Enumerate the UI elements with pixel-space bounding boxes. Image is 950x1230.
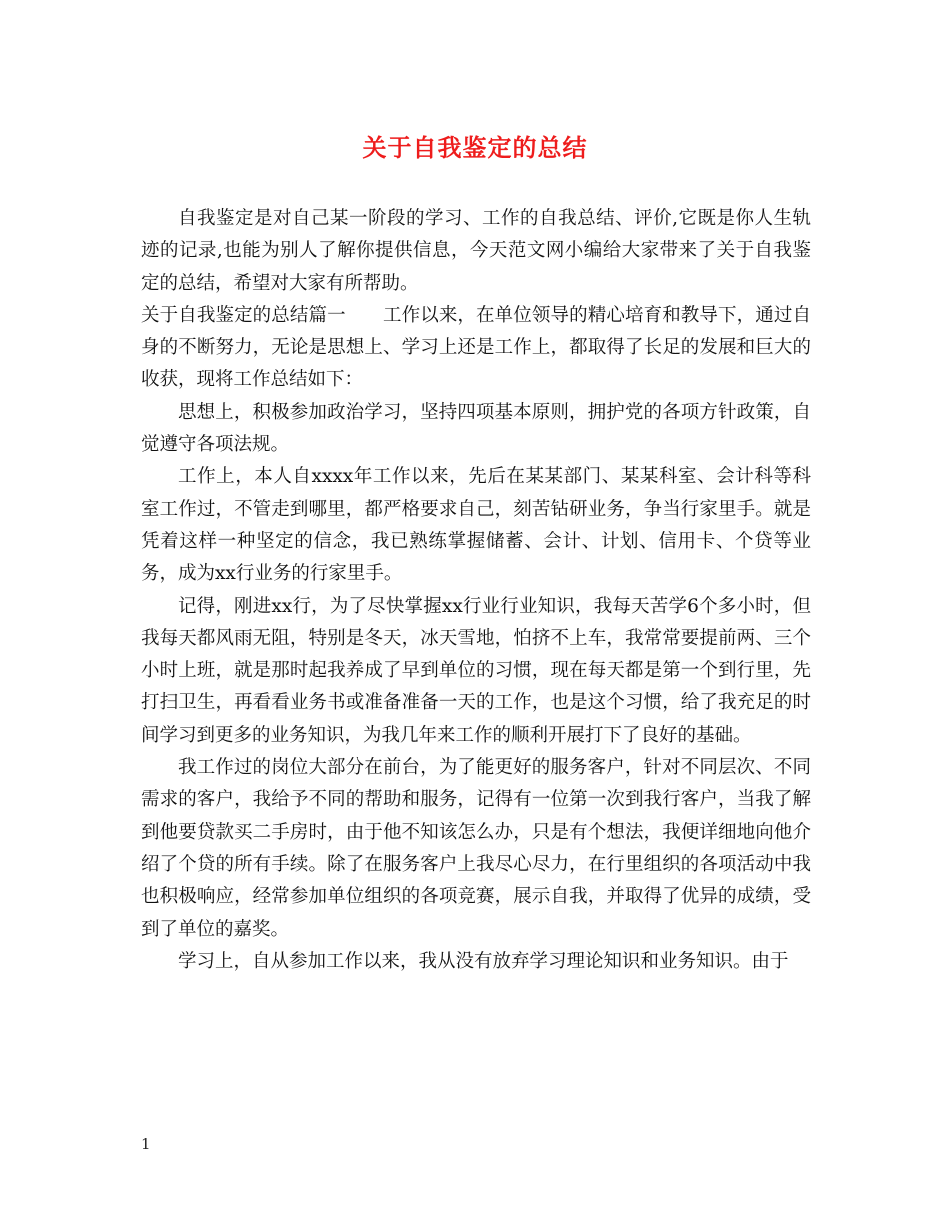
paragraph-service: 我工作过的岗位大部分在前台，为了能更好的服务客户，针对不同层次、不同需求的客户，我给予不同的帮助和服务，记得有一位第一次到我行客户，当我了解到他要贷款买二手房时，由于他不知该怎么办，只是有个想法，我便详细地向他介绍了个贷的所有手续。除了在服务客户上我尽心尽力，在行里组织的各项活动中我也积极响应，经常参加单位组织的各项竞赛，展示自我，并取得了优异的成绩，受到了单位的嘉奖。 xyxy=(141,757,811,940)
paragraph-thought: 思想上，积极参加政治学习，坚持四项基本原则，拥护党的各项方针政策，自觉遵守各项法规。 xyxy=(141,401,811,456)
paragraph-study: 学习上，自从参加工作以来，我从没有放弃学习理论知识和业务知识。由于 xyxy=(178,950,789,972)
paragraph-work: 工作上，本人自xxxx年工作以来，先后在某某部门、某某科室、会计科等科室工作过，不管走到哪里，都严格要求自己，刻苦钻研业务，争当行家里手。就是凭着这样一种坚定的信念，我已熟练掌握储蓄、会计、计划、信用卡、个贷等业务，成为xx行业务的行家里手。 xyxy=(141,466,811,585)
page-number: 1 xyxy=(141,1135,151,1153)
document-title: 关于自我鉴定的总结 xyxy=(362,134,588,162)
paragraph-memory: 记得，刚进xx行，为了尽快掌握xx行业行业知识，我每天苦学6个多小时，但我每天都风雨无阻，特别是冬天，冰天雪地，怕挤不上车，我常常要提前两、三个小时上班，就是那时起我养成了早到单位的习惯，现在每天都是第一个到行里，先打扫卫生，再看看业务书或准备准备一天的工作，也是这个习惯，给了我充足的时间学习到更多的业务知识，为我几年来工作的顺利开展打下了良好的基础。 xyxy=(141,595,811,746)
paragraph-section-heading: 关于自我鉴定的总结篇一 工作以来，在单位领导的精心培育和教导下，通过自身的不断努力，无论是思想上、学习上还是工作上，都取得了长足的发展和巨大的收获，现将工作总结如下： xyxy=(141,304,811,391)
paragraph-intro: 自我鉴定是对自己某一阶段的学习、工作的自我总结、评价,它既是你人生轨迹的记录,也能为别人了解你提供信息，今天范文网小编给大家带来了关于自我鉴定的总结，希望对大家有所帮助。 xyxy=(141,208,811,294)
document-body xyxy=(141,203,811,978)
